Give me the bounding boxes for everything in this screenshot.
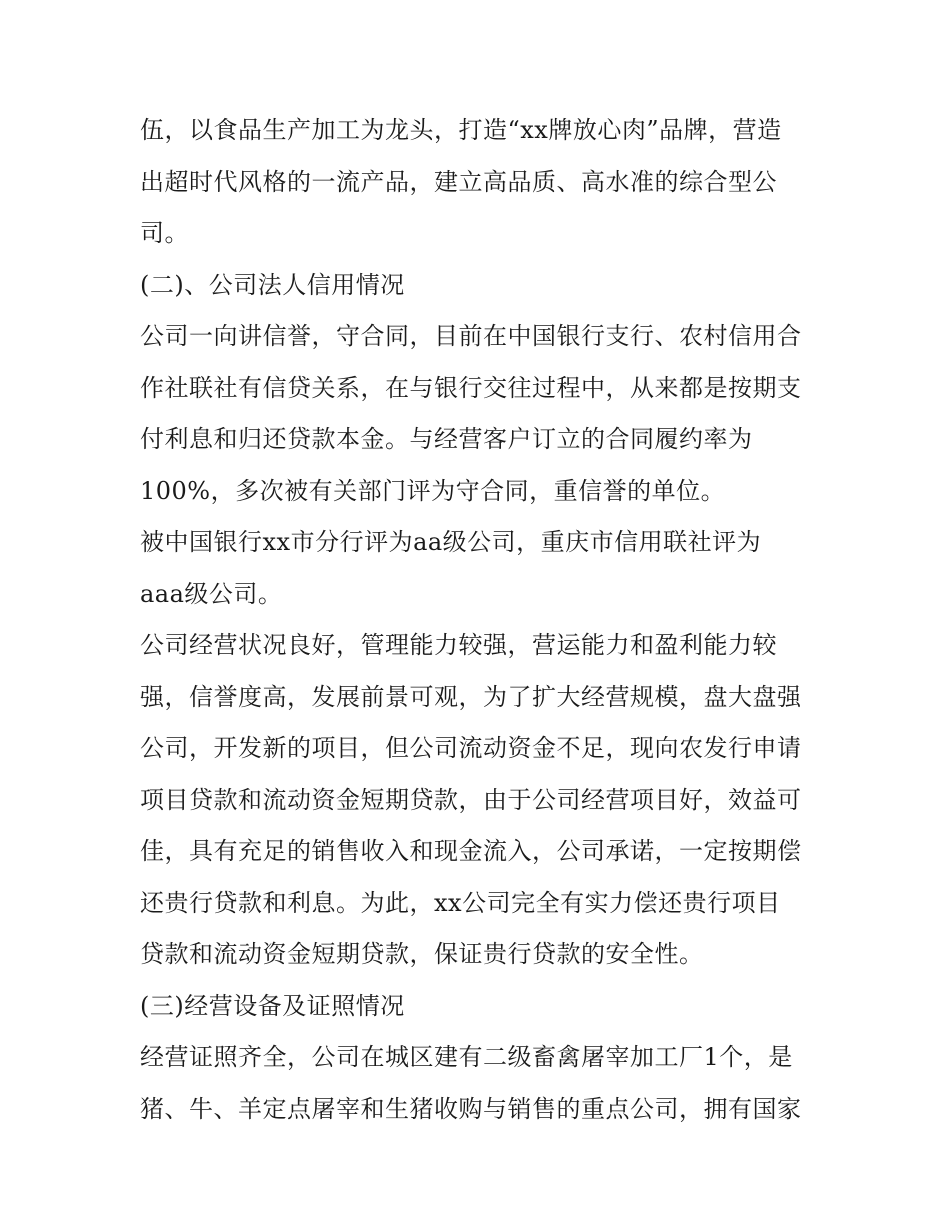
text-line: 强，信誉度高，发展前景可观，为了扩大经营规模，盘大盘强	[140, 682, 802, 711]
document-body	[140, 105, 820, 1135]
text-line: 出超时代风格的一流产品，建立高品质、高水准的综合型公	[140, 167, 777, 196]
text-line: 付利息和归还贷款本金。与经营客户订立的合同履约率为	[140, 425, 753, 453]
section-heading: (三)经营设备及证照情况	[140, 991, 405, 1020]
text-line: 公司，开发新的项目，但公司流动资金不足，现向农发行申请	[140, 734, 802, 762]
text-line: 100%，多次被有关部门评为守合同，重信誉的单位。	[140, 476, 726, 505]
text-line: 被中国银行xx市分行评为aa级公司，重庆市信用联社评为	[140, 528, 762, 556]
text-line: 司。	[140, 219, 189, 247]
text-line: aaa级公司。	[140, 579, 283, 608]
text-line: 公司经营状况良好，管理能力较强，营运能力和盈利能力较	[140, 631, 777, 659]
text-line: 伍，以食品生产加工为龙头，打造“xx牌放心肉”品牌，营造	[140, 116, 782, 144]
text-line: 还贵行贷款和利息。为此，xx公司完全有实力偿还贵行项目	[140, 888, 781, 917]
text-line: 佳，具有充足的销售收入和现金流入，公司承诺，一定按期偿	[140, 837, 802, 865]
text-line: 经营证照齐全，公司在城区建有二级畜禽屠宰加工厂1个，是	[140, 1043, 793, 1071]
text-line: 项目贷款和流动资金短期贷款，由于公司经营项目好，效益可	[140, 785, 802, 814]
text-line: 作社联社有信贷关系，在与银行交往过程中，从来都是按期支	[140, 373, 802, 402]
section-heading: (二)、公司法人信用情况	[140, 270, 405, 299]
text-line: 贷款和流动资金短期贷款，保证贵行贷款的安全性。	[140, 940, 704, 968]
text-line: 猪、牛、羊定点屠宰和生猪收购与销售的重点公司，拥有国家	[140, 1094, 802, 1123]
text-line: 公司一向讲信誉，守合同，目前在中国银行支行、农村信用合	[140, 322, 802, 350]
